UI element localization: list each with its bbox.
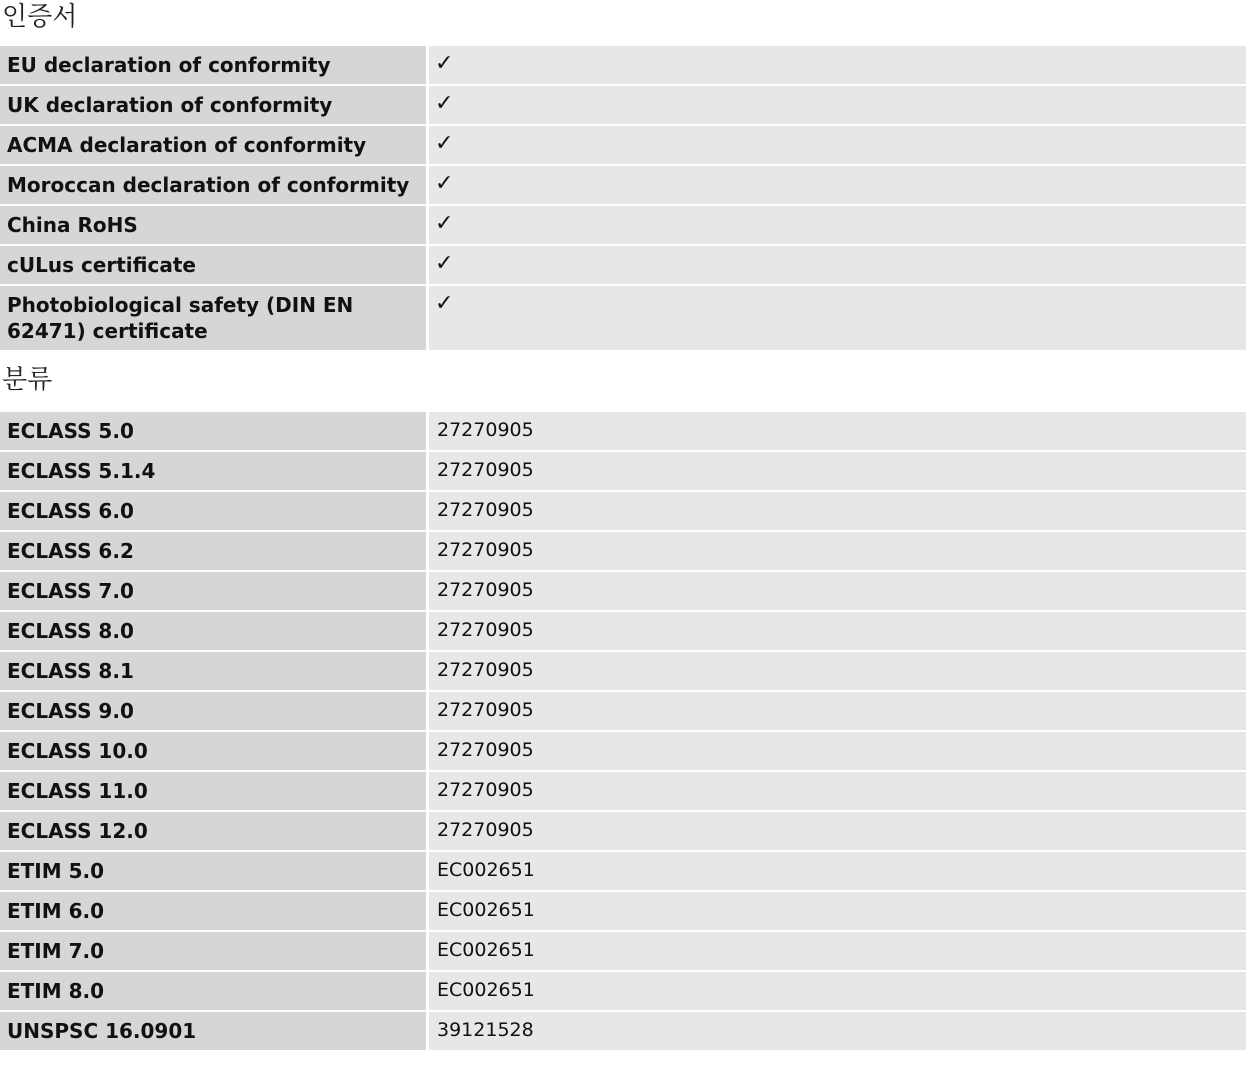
row-label: ECLASS 12.0 <box>0 812 429 852</box>
check-icon: ✓ <box>429 166 1246 206</box>
table-row <box>0 572 1246 612</box>
row-value: 27270905 <box>429 692 1246 732</box>
row-value: 27270905 <box>429 612 1246 652</box>
row-value: 27270905 <box>429 812 1246 852</box>
check-icon: ✓ <box>429 246 1246 286</box>
row-label: ACMA declaration of conformity <box>0 126 429 166</box>
row-value: EC002651 <box>429 932 1246 972</box>
row-label: ECLASS 6.2 <box>0 532 429 572</box>
row-label: ECLASS 10.0 <box>0 732 429 772</box>
check-icon: ✓ <box>429 126 1246 166</box>
row-label: ECLASS 9.0 <box>0 692 429 732</box>
row-label: EU declaration of conformity <box>0 46 429 86</box>
certificates-section-title: 인증서 <box>2 2 78 32</box>
table-row <box>0 532 1246 572</box>
table-row <box>0 86 1246 126</box>
table-row <box>0 612 1246 652</box>
row-value: 27270905 <box>429 772 1246 812</box>
row-label: UK declaration of conformity <box>0 86 429 126</box>
row-label: UNSPSC 16.0901 <box>0 1012 429 1052</box>
row-value: 27270905 <box>429 532 1246 572</box>
row-label: cULus certificate <box>0 246 429 286</box>
table-row <box>0 492 1246 532</box>
row-label: ETIM 8.0 <box>0 972 429 1012</box>
row-label: Photobiological safety (DIN EN 62471) certificate <box>0 286 429 352</box>
row-label: ECLASS 5.1.4 <box>0 452 429 492</box>
table-row <box>0 892 1246 932</box>
row-value: 27270905 <box>429 412 1246 452</box>
check-icon: ✓ <box>429 286 1246 352</box>
row-value: 27270905 <box>429 652 1246 692</box>
row-label: Moroccan declaration of conformity <box>0 166 429 206</box>
row-label: ETIM 6.0 <box>0 892 429 932</box>
row-value: 27270905 <box>429 492 1246 532</box>
certificates-table <box>0 46 1246 352</box>
row-label: ETIM 7.0 <box>0 932 429 972</box>
table-row <box>0 206 1246 246</box>
row-value: 27270905 <box>429 452 1246 492</box>
row-value: EC002651 <box>429 892 1246 932</box>
check-icon: ✓ <box>429 86 1246 126</box>
row-label: ECLASS 8.0 <box>0 612 429 652</box>
check-icon: ✓ <box>429 46 1246 86</box>
row-label: ECLASS 11.0 <box>0 772 429 812</box>
table-row <box>0 452 1246 492</box>
row-value: EC002651 <box>429 972 1246 1012</box>
table-row <box>0 732 1246 772</box>
table-row <box>0 652 1246 692</box>
table-row <box>0 932 1246 972</box>
row-label: ECLASS 6.0 <box>0 492 429 532</box>
row-label: ECLASS 5.0 <box>0 412 429 452</box>
table-row <box>0 772 1246 812</box>
table-row <box>0 412 1246 452</box>
table-row <box>0 126 1246 166</box>
table-row <box>0 852 1246 892</box>
table-row <box>0 1012 1246 1052</box>
check-icon: ✓ <box>429 206 1246 246</box>
table-row <box>0 246 1246 286</box>
row-label: China RoHS <box>0 206 429 246</box>
row-label: ETIM 5.0 <box>0 852 429 892</box>
table-row <box>0 812 1246 852</box>
table-row <box>0 46 1246 86</box>
row-value: 27270905 <box>429 732 1246 772</box>
table-row <box>0 166 1246 206</box>
classification-table <box>0 412 1246 1052</box>
table-row <box>0 286 1246 352</box>
row-value: 39121528 <box>429 1012 1246 1052</box>
row-value: 27270905 <box>429 572 1246 612</box>
row-label: ECLASS 8.1 <box>0 652 429 692</box>
row-value: EC002651 <box>429 852 1246 892</box>
table-row <box>0 692 1246 732</box>
classification-section-title: 분류 <box>2 365 53 395</box>
row-label: ECLASS 7.0 <box>0 572 429 612</box>
table-row <box>0 972 1246 1012</box>
